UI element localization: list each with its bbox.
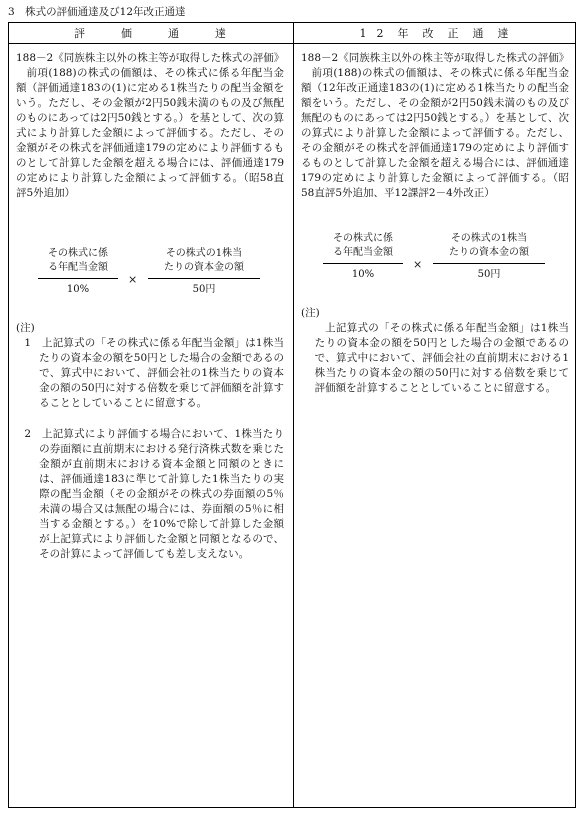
right-section-title: 188－2《同族株主以外の株主等が取得した株式の評価》 [301,52,570,64]
left-formula [16,247,284,303]
note-text: 上記算式により評価する場合において、1株当たりの券面額に直前期末における発行済株式数を乗じた金額が直前期末における資本金額と同額のときには、評価通達183に準じて計算した1株当たりの実際の配当金額（その金額がその株式の券面額の5％未満の場合又は無配の場合には、券面額の5％に相当する金額とする。）を10%で除して計算した金額が上記算式により評価した金額と同額となるので、その計算によって評価しても差し支えない。 [39,428,284,560]
left-header-char: 評 [74,27,87,40]
formula-numerator: たりの資本金の額 [164,262,244,273]
comparison-table [8,22,576,808]
formula-fraction-dividend [323,232,403,282]
multiply-sign: × [413,258,423,271]
right-column-header [293,23,577,43]
left-note-label: (注) [16,322,35,334]
formula-denominator: 10% [351,269,375,280]
fraction-bar [148,278,260,279]
formula-denominator: 10% [66,284,90,295]
note-number: 2 [24,428,32,440]
right-note-label: (注) [301,307,320,319]
formula-fraction-dividend [38,247,118,297]
left-header-char: 価 [121,27,134,40]
fraction-bar [323,263,403,264]
left-header-char: 達 [215,27,228,40]
left-note-2 [16,427,284,562]
formula-numerator: その株式の1株当 [165,248,243,259]
right-header-char: 改 [422,27,436,40]
header-rule [9,43,575,44]
left-body-text: 前項(188)の株式の価額は、その株式に係る年配当金額（評価通達183の(1)に定める1株当たりの配当金額をいう。ただし、その金額が2円50銭未満のもの及び無配のものにあっては2円50銭とする。）を基として、次の算式により計算した金額によって評価する。ただし、その金額がその株式を評価通達179の定めにより評価するものとして計算した金額を超える場合には、評価通達179の定めにより計算した金額によって評価する。（昭58直評5外追加） [16,67,284,199]
formula-numerator: その株式に係 [48,248,108,259]
formula-numerator: る年配当金額 [333,247,393,258]
formula-numerator: その株式に係 [333,233,393,244]
right-note: 上記算式の「その株式に係る年配当金額」は1株当たりの資本金の額を50円とした場合の金額であるので、算式中において、評価会社の直前期末における1株当たりの資本金の額の50円に対する倍数を乗じて評価額を計算することとしていることに留意する。 [314,322,569,394]
formula-numerator: たりの資本金の額 [449,247,529,258]
formula-fraction-capital [433,232,545,282]
right-header-char: 達 [497,27,511,40]
right-formula [301,232,569,288]
column-divider [293,23,294,807]
note-text: 上記算式の「その株式に係る年配当金額」は1株当たりの資本金の額を50円とした場合の金額であるので、算式中において、評価会社の1株当たりの資本金の額の50円に対する倍数を乗じて評価額を計算することとしていることに留意する。 [39,337,285,409]
right-column [301,51,569,396]
right-body-text: 前項(188)の株式の価額は、その株式に係る年配当金額（12年改正通達183の(1)に定める1株当たりの配当金額をいう。ただし、その金額が2円50銭未満のもの及び無配のものにあっては2円50銭とする。）を基として、次の算式により計算した金額によって評価する。ただし、その金額がその株式を評価通達179の定めにより評価するものとして計算した金額を超える場合には、評価通達179の定めにより計算した金額によって評価する。（昭58直評5外追加、平12課評2－4外改正） [301,67,569,199]
right-header-char: 2 [376,26,386,40]
note-number: 1 [24,337,32,349]
formula-numerator: その株式の1株当 [450,233,528,244]
left-section-title: 188－2《同族株主以外の株主等が取得した株式の評価》 [16,52,285,64]
right-header-char: 1 [359,26,369,40]
formula-denominator: 50円 [477,269,501,280]
multiply-sign: × [128,273,138,286]
formula-fraction-capital [148,247,260,297]
fraction-bar [38,278,118,279]
formula-numerator: る年配当金額 [48,262,108,273]
right-header-char: 正 [447,27,461,40]
left-column-header [9,23,293,43]
right-header-char: 通 [472,27,486,40]
left-note-1 [16,336,284,411]
left-header-char: 通 [168,27,181,40]
fraction-bar [433,263,545,264]
page-heading: 3 株式の評価通達及び12年改正通達 [8,6,186,18]
formula-denominator: 50円 [192,284,216,295]
right-header-char: 年 [397,27,411,40]
left-column [16,51,284,562]
